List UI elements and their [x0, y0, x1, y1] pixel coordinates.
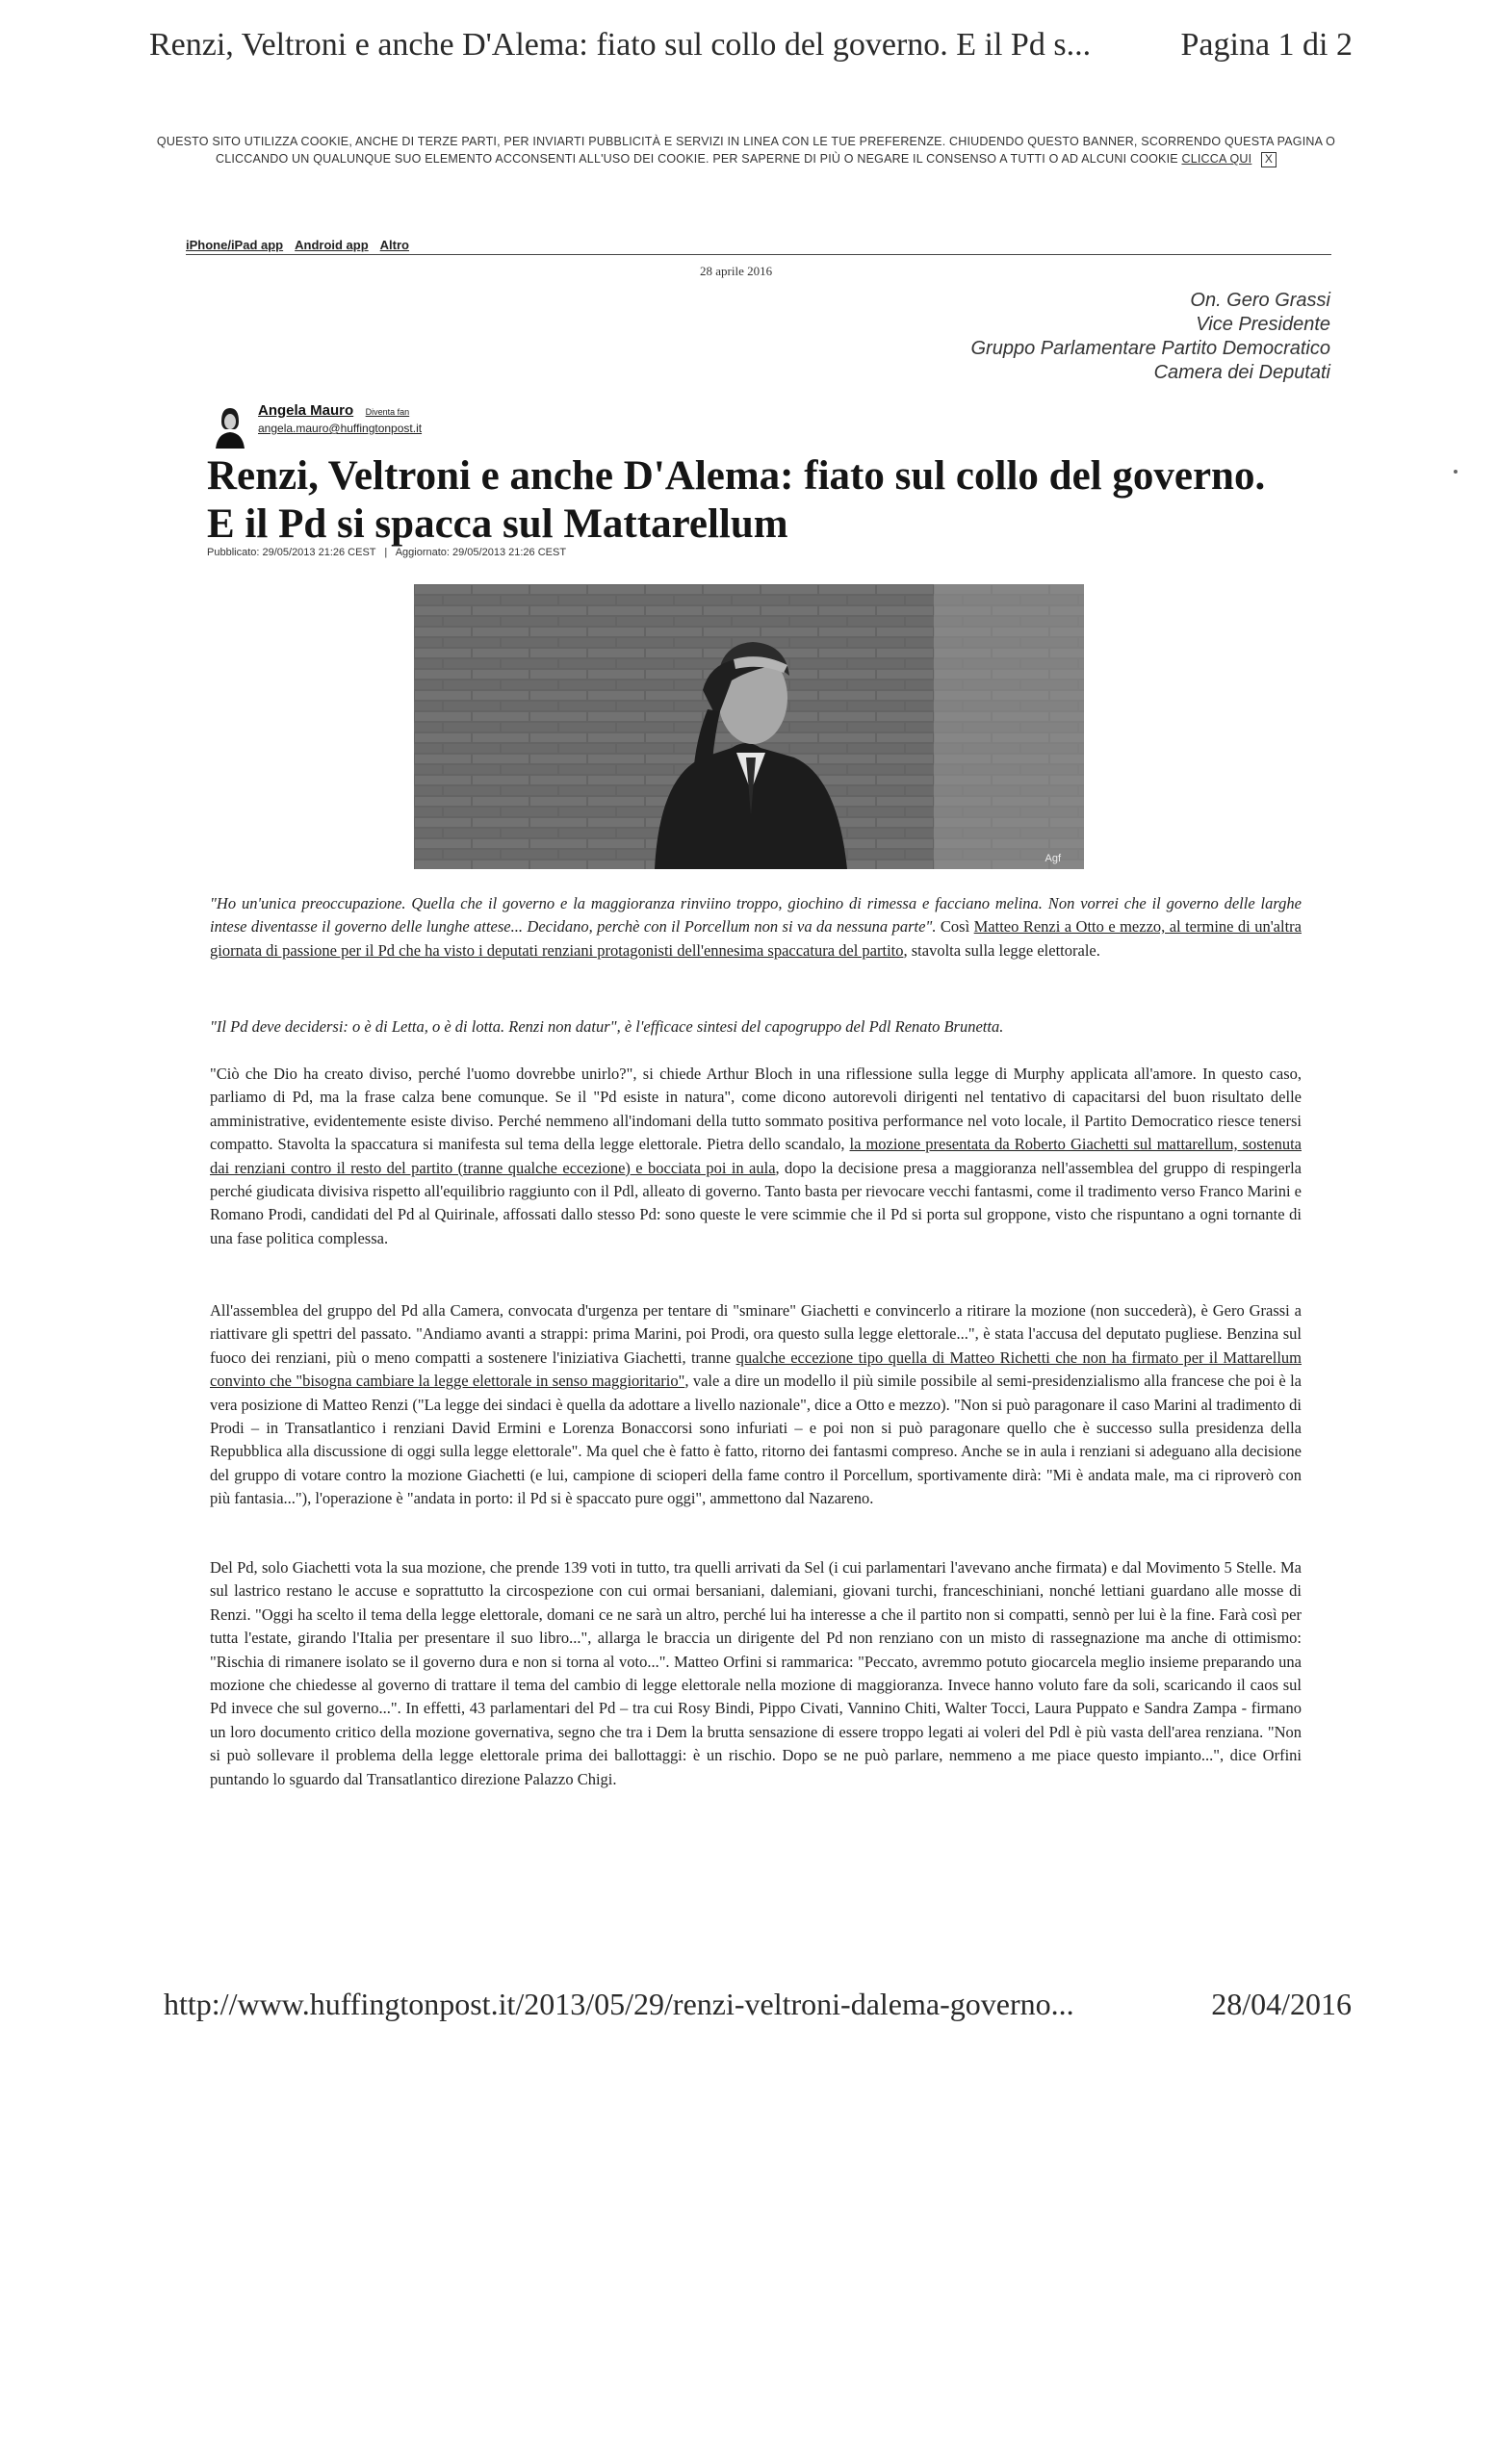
author-name[interactable]: Angela Mauro: [258, 402, 354, 419]
renzi-quote: "Ho un'unica preoccupazione. Quella che il governo e la maggioranza rinviino troppo, giochino di rimessa e facciano melina. Non vorrei che il governo delle larghe intese diventasse il governo delle lunghe attese... Decidano, perchè con il Porcellum non si va da nessuna parte".: [210, 894, 1302, 937]
author-avatar[interactable]: [212, 402, 248, 449]
text-span: , stavolta sulla legge elettorale.: [903, 940, 1100, 960]
published-date: Pubblicato: 29/05/2013 21:26 CEST: [207, 547, 376, 558]
article-paragraph-4: [210, 1299, 1302, 1511]
article-link[interactable]: la mozione presentata da Roberto Giachetti sul mattarellum, sostenuta dai renziani contro il resto del partito (tranne qualche eccezione) e bocciata poi in aula: [210, 1135, 1302, 1177]
article-headline: Renzi, Veltroni e anche D'Alema: fiato sul collo del governo. E il Pd si spacca sul Mattarellum: [207, 453, 1266, 547]
close-icon[interactable]: X: [1261, 152, 1277, 167]
text-span: Così: [936, 917, 974, 937]
nav-iphone-app[interactable]: iPhone/iPad app: [186, 238, 284, 252]
text-span: , dopo la decisione presa a maggioranza nell'assemblea del gruppo di respingerla perché giudicata divisiva rispetto all'equilibrio raggiunto con il Pdl, alleato di governo. Tanto basta per rievocare vecchi fantasmi, come il tradimento verso Franco Marini e Romano Prodi, candidati del Pd al Quirinale, affossati dallo stesso Pd: sono queste le vere scimmie che il Pd si porta sul groppone, visto che rispuntano a ogni tornante di una fase politica complessa.: [210, 1158, 1302, 1247]
become-fan-link[interactable]: Diventa fan: [365, 407, 410, 417]
print-date: 28 aprile 2016: [700, 264, 773, 278]
office-stamp: [936, 289, 1330, 385]
cookie-text: QUESTO SITO UTILIZZA COOKIE, ANCHE DI TERZE PARTI, PER INVIARTI PUBBLICITÀ E SERVIZI IN LINEA CON LE TUE PREFERENZE. CHIUDENDO QUESTO BANNER, SCORRENDO QUESTA PAGINA O CLICCANDO UN QUALUNQUE SUO ELEMENTO ACCONSENTI ALL'USO DEI COOKIE. PER SAPERNE DI PIÙ O NEGARE IL CONSENSO A TUTTI O AD ALCUNI COOKIE: [156, 135, 1336, 166]
article-paragraph-5: Del Pd, solo Giachetti vota la sua mozione, che prende 139 voti in tutto, tra quelli arrivati da Sel (i cui parlamentari l'avevano anche firmata) e dal Movimento 5 Stelle. Ma sul lastrico restano le accuse e soprattutto la circospezione con cui ormai bersaniani, dalemiani, giovani turchi, franceschiniani, nonché lettiani guardano alle mosse di Renzi. "Oggi ha scelto il tema della legge elettorale, domani ce ne sarà un altro, perché lui ha interesse a che il partito non si compatti, sennò per lui è la fine. Farà così per tutta l'estate, girando l'Italia per presentare il suo libro...", allarga le braccia un dirigente del Pd non renziano con un misto di rassegnazione ma anche di ottimismo: "Rischia di rimanere isolato se il governo dura e non si torna al voto...". Matteo Orfini si rammarica: "Peccato, avremmo potuto giocarcela meglio insieme preparando una mozione che chiedesse al governo di trattare il tema del cambio di legge elettorale nella mozione di maggioranza. Invece hanno voluto fare da soli, scaricando il caos sul Pd invece che sul governo...". In effetti, 43 parlamentari del Pd – tra cui Rosy Bindi, Pippo Civati, Vannino Chiti, Walter Tocci, Laura Puppato e Sandra Zampa - firmano un loro documento critico della mozione governativa, segno che tra i Dem la brutta sensazione di essere troppo legati ai voleri del Pdl è più vasta dell'area renziana. "Non si può sollevare il problema della legge elettorale prima dei ballottaggi: è un rischio. Dopo se ne può parlare, nemmeno a me piace questo impianto...", dice Orfini puntando lo sguardo dal Transatlantico direzione Palazzo Chigi.: [210, 1558, 1302, 1788]
footer-date: 28/04/2016: [1211, 1987, 1352, 2021]
cookie-more-link[interactable]: CLICCA QUI: [1181, 152, 1252, 166]
nav-android-app[interactable]: Android app: [295, 238, 369, 252]
cookie-banner: [154, 133, 1338, 167]
article-link[interactable]: Matteo Renzi a Otto e mezzo, al termine di un'altra giornata di passione per il Pd che ha visto i deputati renziani protagonisti dell'ennesima spaccatura del partito: [210, 917, 1302, 960]
author-block: [212, 402, 422, 449]
separator: |: [384, 547, 388, 558]
print-header-page: Pagina 1 di 2: [1180, 27, 1353, 63]
print-header: [149, 27, 1353, 64]
stamp-line: Gruppo Parlamentare Partito Democratico: [970, 338, 1330, 359]
text-span: , vale a dire un modello il più simile possibile al semi-presidenzialismo alla francese che poi è la vera posizione di Matteo Renzi ("La legge dei sindaci è quella da adottare a livello nazionale", dice a Otto e mezzo). "Non si può paragonare il caso Marini al tradimento di Prodi – in Transatlantico i renziani David Ermini e Lorenza Bonaccorsi sono infuriati – e poi non si può paragonare quello che è successo sulla presidenza della Repubblica alla discussione di oggi sulla legge elettorale". Ma quel che è fatto è fatto, ritorno dei fantasmi compreso. Anche se in aula i renziani si adeguano alla decisione del gruppo di votare contro la mozione Giachetti (e lui, campione di scioperi della fame contro il Porcellum, sportivamente dirà: "Mi è andata male, ma ci riproverò con più fantasia..."), l'operazione è "andata in porto: il Pd si è spaccato pure oggi", ammettono dal Nazareno.: [210, 1372, 1302, 1508]
stamp-line: On. Gero Grassi: [1190, 290, 1330, 311]
photo-credit: Agf: [1045, 853, 1061, 864]
article-paragraph-3: [210, 1063, 1302, 1250]
nav-altro[interactable]: Altro: [379, 238, 410, 252]
app-nav: [186, 238, 409, 252]
text-span: All'assemblea del gruppo del Pd alla Camera, convocata d'urgenza per tentare di "sminare" Giachetti e convincerlo a ritirare la mozione (non succederà), è Gero Grassi a riattivare gli spettri del passato. "Andiamo avanti a strappi: prima Marini, poi Prodi, ora questo sulla legge elettorale...", è stata l'accusa del deputato pugliese. Benzina sul fuoco dei renziani, più o meno compatti a sostenere l'iniziativa Giachetti, tranne: [210, 1301, 1302, 1367]
scan-mark: [1454, 470, 1457, 474]
text-span: "Ciò che Dio ha creato diviso, perché l'uomo dovrebbe unirlo?", si chiede Arthur Bloch in una riflessione sulla legge di Murphy applicata all'amore. In questo caso, parliamo di Pd, ma la frase calza bene comunque. Se il "Pd esiste in natura", come dicono autorevoli dirigenti nel tentativo di capacitarsi del buon risultato delle amministrative, evidentemente esiste diviso. Perché nemmeno all'indomani della tutto sommato positiva performance nel voto locale, il Partito Democratico riesce tenersi compatto. Stavolta la spaccatura si manifesta sul tema della legge elettorale. Pietra dello scandalo,: [210, 1065, 1302, 1154]
footer-url: http://www.huffingtonpost.it/2013/05/29/renzi-veltroni-dalema-governo...: [164, 1987, 1074, 2021]
nav-divider: [186, 254, 1331, 255]
print-footer: [164, 1987, 1352, 2022]
updated-date: Aggiornato: 29/05/2013 21:26 CEST: [395, 547, 567, 558]
stamp-line: Vice Presidente: [1196, 314, 1330, 335]
article-link[interactable]: qualche eccezione tipo quella di Matteo Richetti che non ha firmato per il Mattarellum convinto che "bisogna cambiare la legge elettorale in senso maggioritario": [210, 1348, 1302, 1391]
author-email[interactable]: angela.mauro@huffingtonpost.it: [258, 422, 423, 435]
publication-info: [207, 547, 566, 558]
article-paragraph-2: "Il Pd deve decidersi: o è di Letta, o è di lotta. Renzi non datur", è l'efficace sintesi del capogruppo del Pdl Renato Brunetta.: [210, 1017, 1004, 1036]
stamp-line: Camera dei Deputati: [1153, 362, 1330, 383]
article-photo: [414, 584, 1084, 869]
article-paragraph-1: [210, 892, 1302, 962]
print-header-title: Renzi, Veltroni e anche D'Alema: fiato sul collo del governo. E il Pd s...: [149, 27, 1092, 63]
